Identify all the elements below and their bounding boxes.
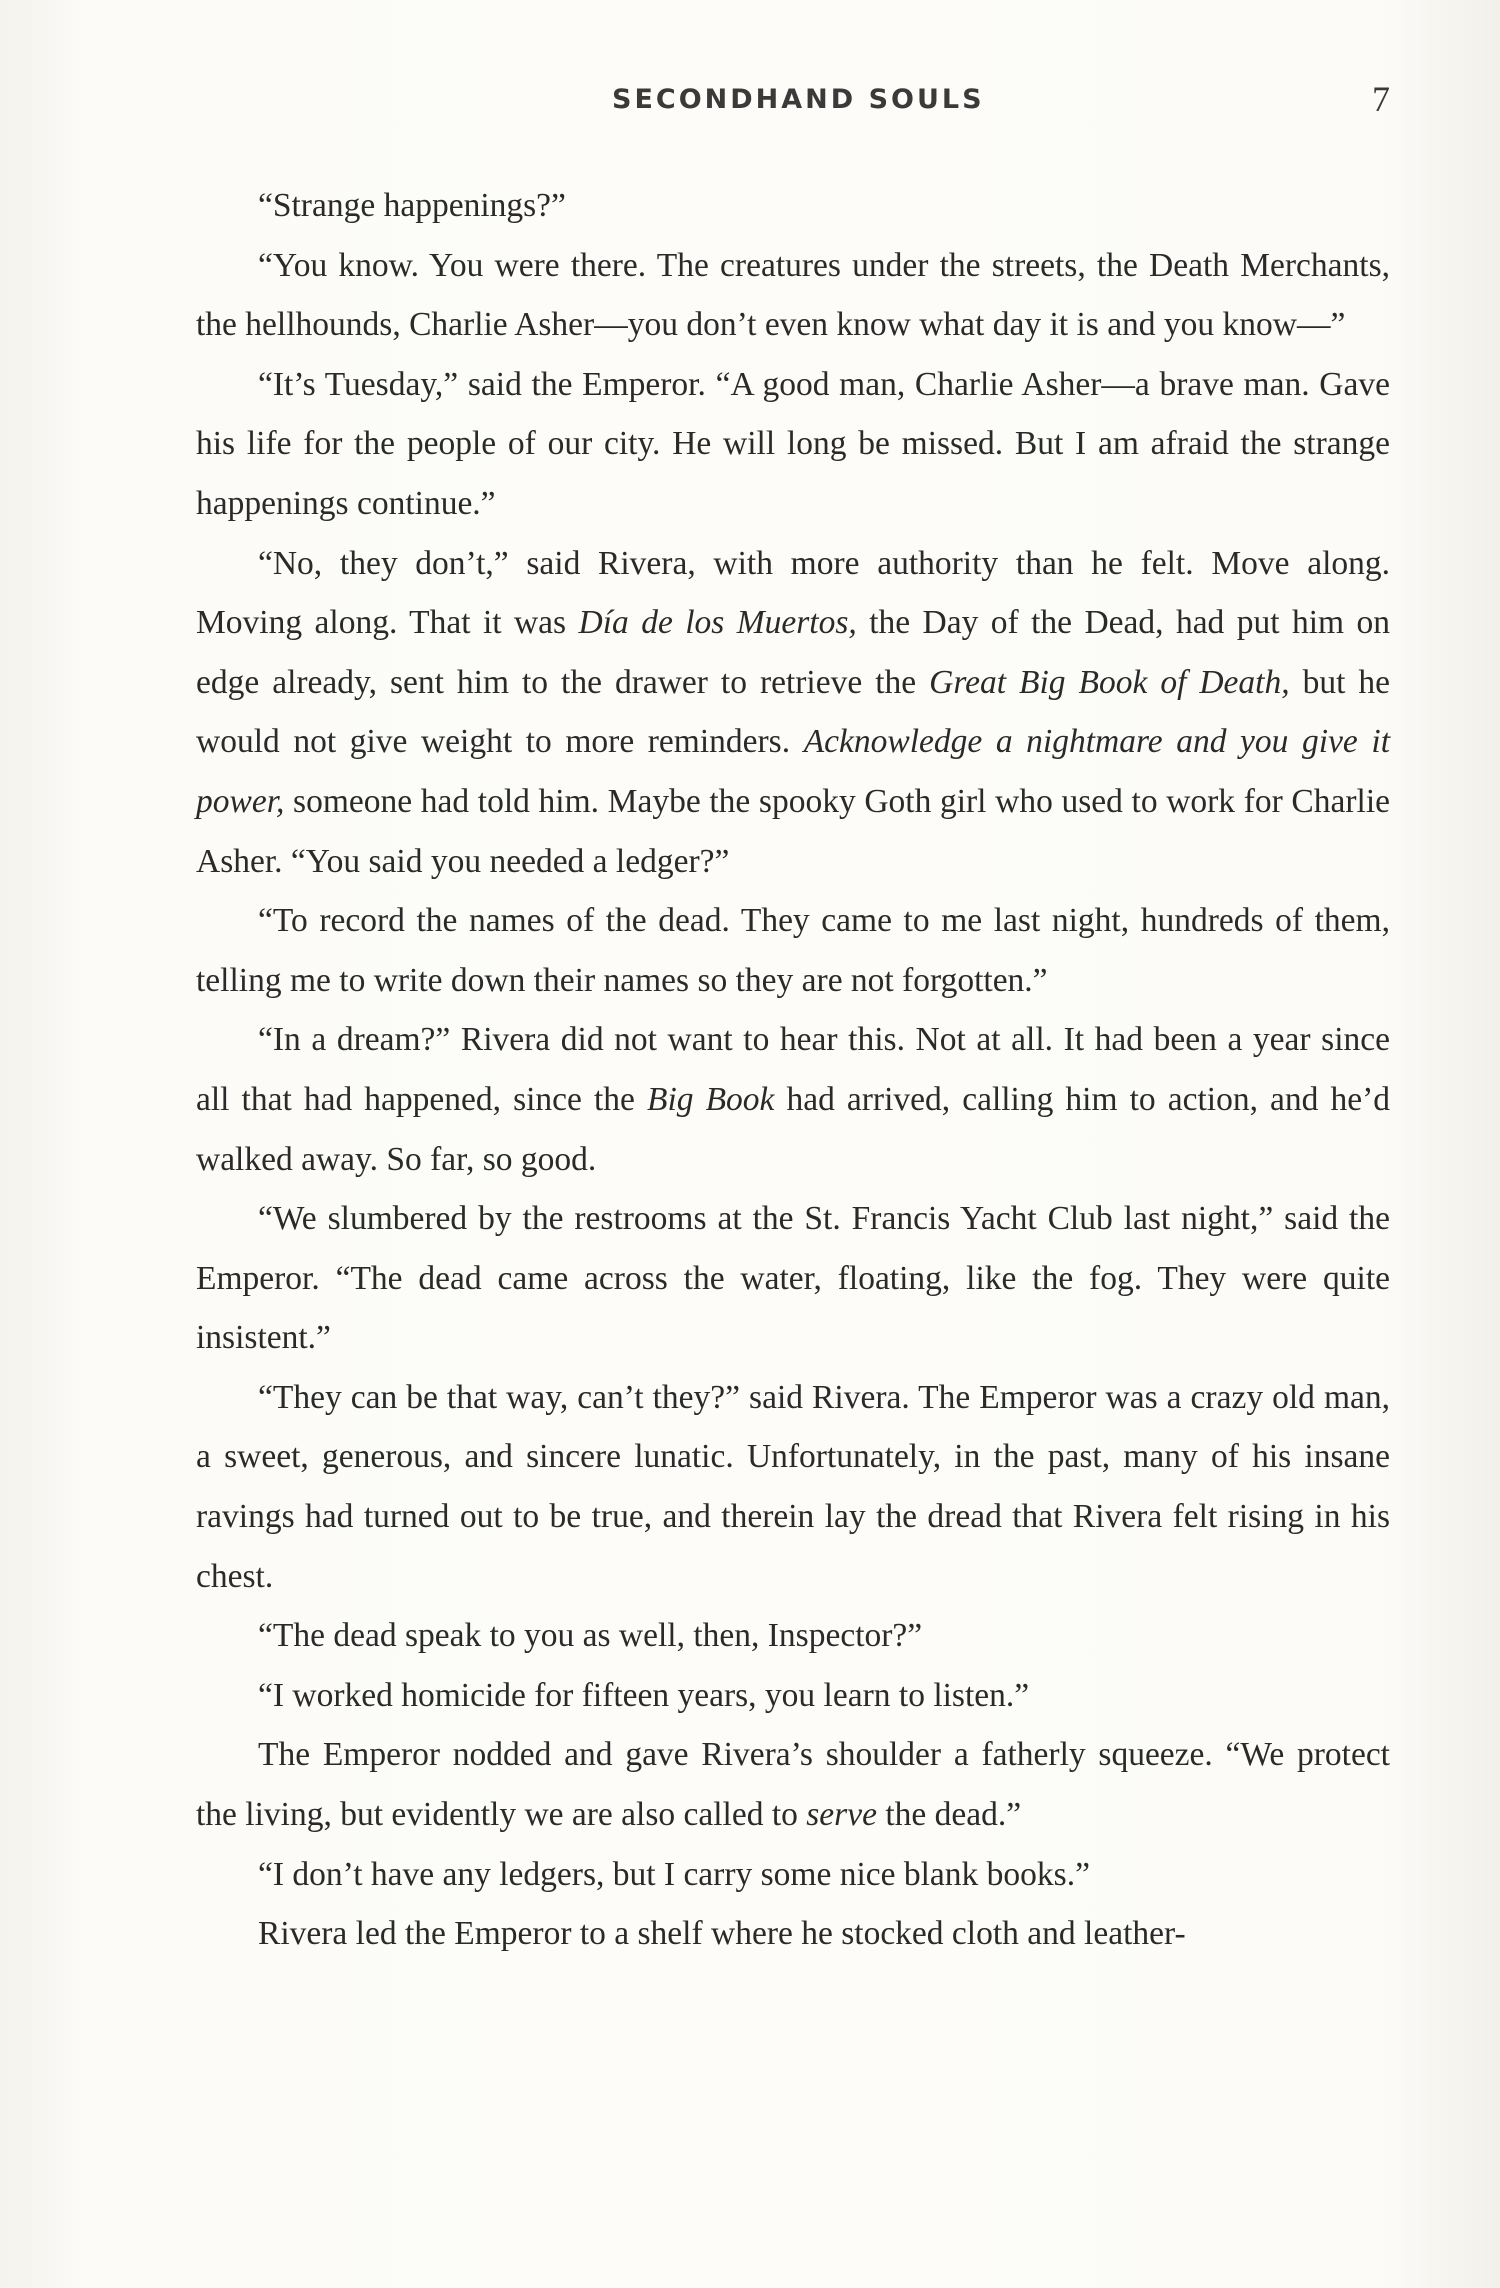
text-run: the dead.” [876,1796,1022,1834]
text-run: the Day of the Dead, had put him on edge already, sent him to the drawer to retrieve the [196,604,1390,701]
italic-text: Día de los Muertos, [578,604,857,642]
paragraph: “You know. You were there. The creatures under the streets, the Death Merchants, the hellhounds, Charlie Asher—you don’t even know what day it is and you know—” [196,246,1390,344]
paragraph: “I worked homicide for fifteen years, you learn to listen.” [258,1676,1030,1714]
paragraph: Rivera led the Emperor to a shelf where he stocked cloth and leather- [258,1915,1186,1953]
italic-text: Big Book [646,1080,775,1118]
text-run: The Emperor nodded and gave Rivera’s shoulder a fatherly squeeze. “We protect the living, but evidently we are also called to [196,1736,1390,1834]
paragraph [196,1725,1390,1844]
italic-text: Acknowledge a nightmare and you give it power, [196,723,1390,820]
paragraph: “They can be that way, can’t they?” said Rivera. The Emperor was a crazy old man, a sweet, generous, and sincere lunatic. Unfortunately, in the past, many of his insane ravings had turned out to be true, and therein lay the dread that Rivera felt rising in his chest. [196,1378,1390,1595]
paragraph: “I don’t have any ledgers, but I carry some nice blank books.” [258,1855,1090,1893]
paragraph: “To record the names of the dead. They came to me last night, hundreds of them, telling me to write down their names so they are not forgotten.” [196,902,1390,999]
text-run: someone had told him. Maybe the spooky Goth girl who used to work for Charlie Asher. “You said you needed a ledger?” [196,782,1390,880]
paragraph: “The dead speak to you as well, then, Inspector?” [258,1617,923,1655]
running-title: SECONDHAND SOULS [612,84,985,115]
text-run: had arrived, calling him to action, and he’d walked away. So far, so good. [196,1080,1390,1178]
paragraph [196,1010,1390,1189]
paragraph: “It’s Tuesday,” said the Emperor. “A good man, Charlie Asher—a brave man. Gave his life for the people of our city. He will long be missed. But I am afraid the strange happenings continue.” [196,365,1390,522]
text-run: “In a dream?” Rivera did not want to hear this. Not at all. It had been a year since all that had happened, since the [196,1021,1390,1118]
paragraph: “Strange happenings?” [258,187,566,224]
body-text [196,176,1390,1964]
paragraph [196,534,1390,892]
page-header [196,78,1390,138]
text-run: but he would not give weight to more reminders. [196,663,1390,761]
italic-text: serve [806,1796,877,1834]
italic-text: Great Big Book of Death, [929,663,1290,701]
paragraph: “We slumbered by the restrooms at the St. Francis Yacht Club last night,” said the Emperor. “The dead came across the water, floating, like the fog. They were quite insistent.” [196,1200,1390,1357]
text-run: “No, they don’t,” said Rivera, with more authority than he felt. Move along. Moving along. That it was [196,544,1390,642]
page-number: 7 [1372,79,1390,119]
